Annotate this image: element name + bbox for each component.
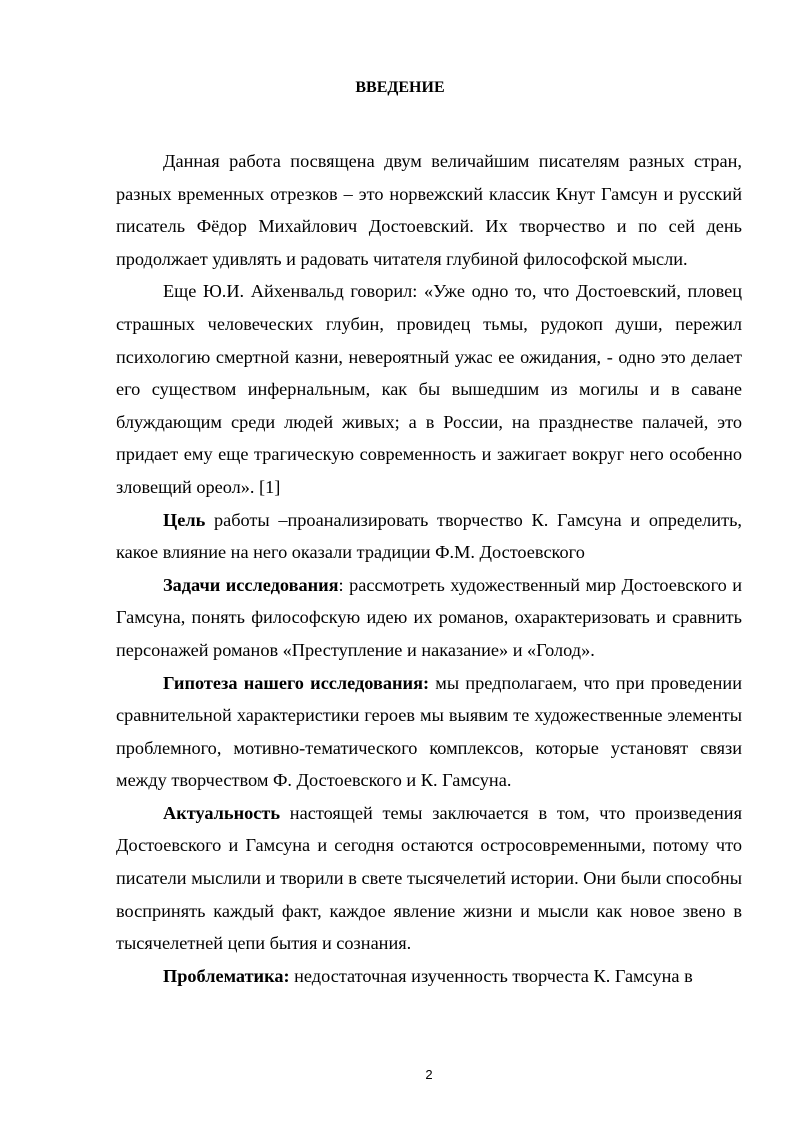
page-number: 2 xyxy=(425,1067,433,1082)
document-body xyxy=(116,145,742,992)
paragraph-text: Данная работа посвящена двум величайшим писателям разных стран, разных временных отрезков – это норвежский классик Кнут Гамсун и русский писатель Фёдор Михайлович Достоевский. Их творчество и по сей день продолжает удивлять и радовать читателя глубиной философской мысли. xyxy=(116,151,742,269)
paragraph-label: Цель xyxy=(163,509,206,530)
paragraph-label: Задачи исследования xyxy=(163,574,339,595)
paragraph-label: Актуальность xyxy=(163,802,281,823)
paragraph-text: : рассмотреть художественный мир Достоевского и Гамсуна, понять философскую идею их романов, охарактеризовать и сравнить персонажей романов «Преступление и наказание» и «Голод». xyxy=(116,574,742,660)
paragraph-intro xyxy=(116,145,742,275)
paragraph-text: Еще Ю.И. Айхенвальд говорил: «Уже одно то, что Достоевский, пловец страшных человеческих глубин, провидец тьмы, рудокоп души, пережил психологию смертной казни, невероятный ужас ее ожидания, - одно это делает его существом инфернальным, как бы вышедшим из могилы и в саване блуждающим среди людей живых; а в России, на празднестве палачей, это придает ему еще трагическую современность и зажигает вокруг него особенно зловещий ореол». [1] xyxy=(116,281,742,497)
paragraph-text: работы –проанализировать творчество К. Гамсуна и определить, какое влияние на него оказали традиции Ф.М. Достоевского xyxy=(116,509,742,563)
paragraph-relevance xyxy=(116,797,742,960)
paragraph-hypothesis xyxy=(116,667,742,797)
paragraph-label: Гипотеза нашего исследования: xyxy=(163,672,430,693)
paragraph-quote xyxy=(116,275,742,503)
paragraph-goal xyxy=(116,504,742,569)
paragraph-text: недостаточная изученность творчеста К. Гамсуна в xyxy=(289,965,693,986)
paragraph-text: мы предполагаем, что при проведении сравнительной характеристики героев мы выявим те художественные элементы проблемного, мотивно-тематического комплексов, которые установят связи между творчеством Ф. Достоевского и К. Гамсуна. xyxy=(116,672,742,791)
paragraph-label: Проблематика: xyxy=(163,965,290,986)
paragraph-tasks xyxy=(116,569,742,667)
paragraph-text: настоящей темы заключается в том, что произведения Достоевского и Гамсуна и сегодня остаются остросовременными, потому что писатели мыслили и творили в свете тысячелетий истории. Они были способны воспринять каждый факт, каждое явление жизни и мысли как новое звено в тысячелетней цепи бытия и сознания. xyxy=(116,802,742,954)
document-title: ВВЕДЕНИЕ xyxy=(355,79,445,96)
paragraph-problem xyxy=(116,960,742,993)
